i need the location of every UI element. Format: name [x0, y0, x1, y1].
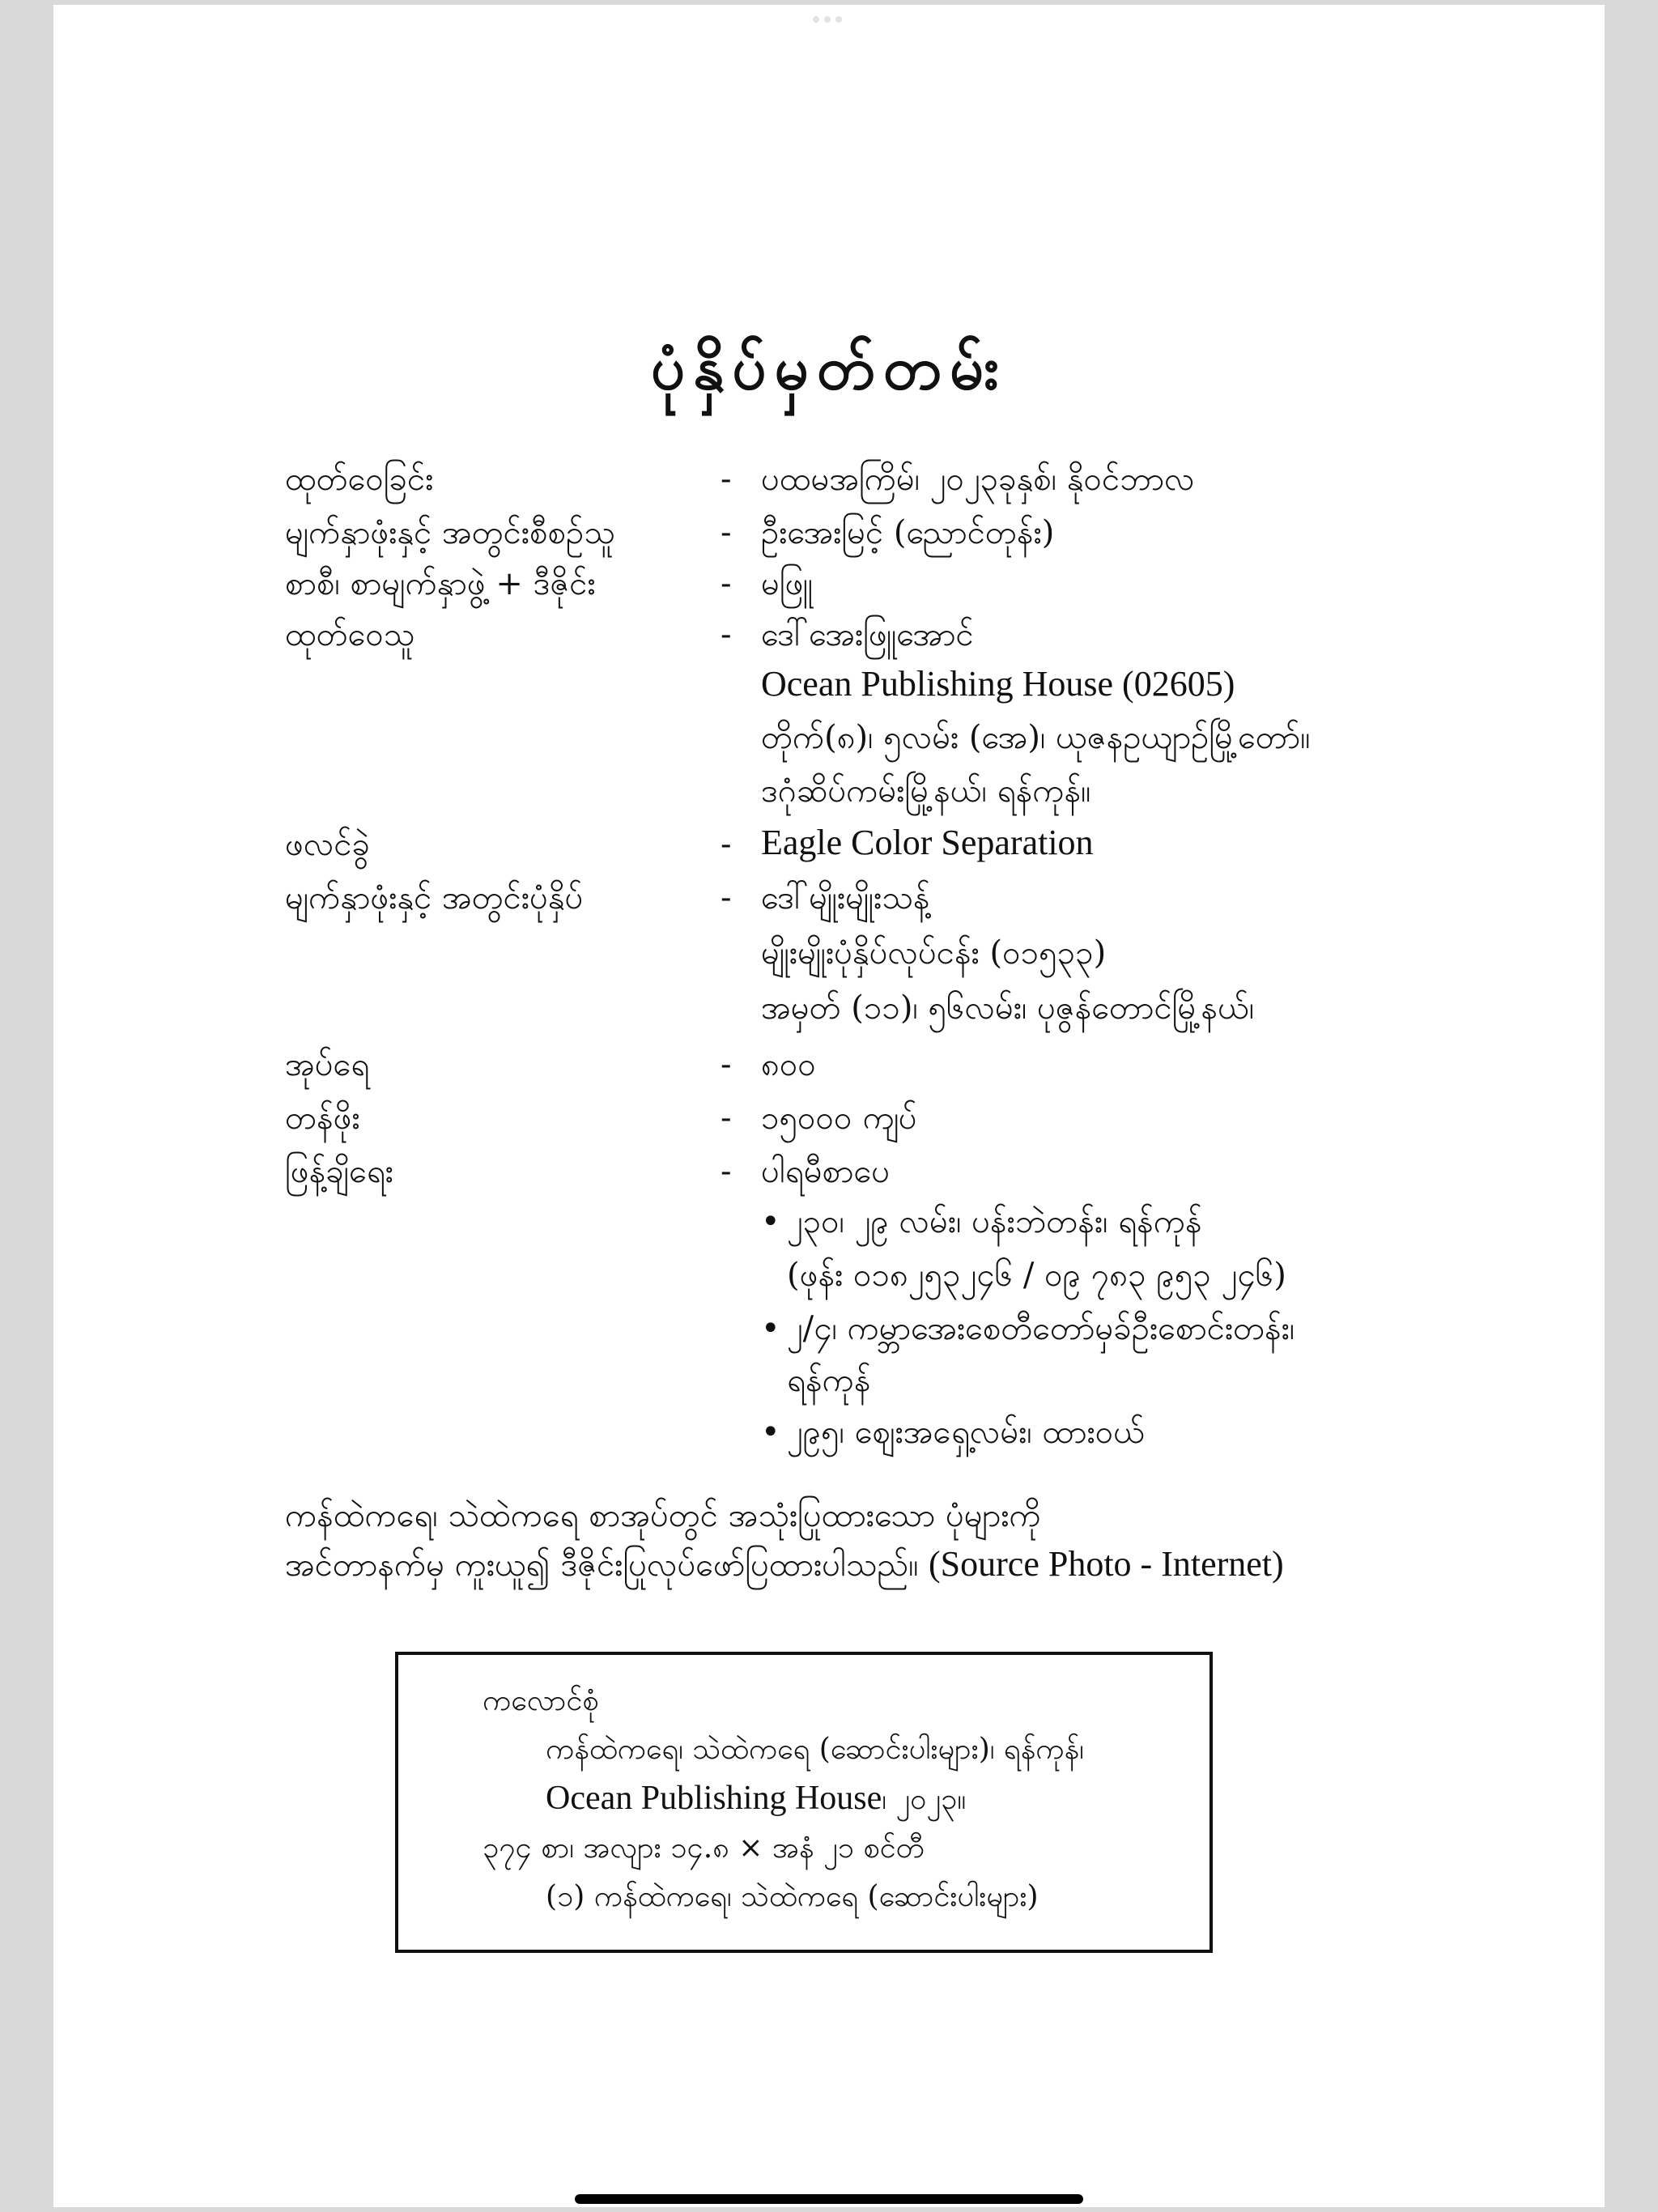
separator-dash: - [721, 826, 732, 863]
photo-source-credit: (Source Photo - Internet) [929, 1544, 1284, 1584]
photo-note-text: အင်တာနက်မှ ကူးယူ၍ ဒီဇိုင်းပြုလုပ်ဖော်ပြထားပါသည်။ [285, 1546, 919, 1584]
publisher-house-name: Ocean Publishing House (02605) [761, 664, 1235, 704]
separator-dash: - [721, 616, 732, 653]
separator-dash: - [721, 1153, 732, 1190]
separator-dash: - [721, 461, 732, 498]
cip-pages: ၃၇၄ စာ၊ အလျား ၁၄.၈ × အနံ ၂၁ စင်တီ [483, 1831, 925, 1865]
separator-dash: - [721, 1046, 732, 1083]
distribution-address-2-cont: ရန်ကုန် [787, 1362, 871, 1399]
publisher-address-line2: ဒဂုံဆိပ်ကမ်းမြို့နယ်၊ ရန်ကုန်။ [761, 772, 1091, 810]
printer-address: အမှတ် (၁၁)၊ ၅၆လမ်း၊ ပုဇွန်တောင်မြို့နယ်၊ [761, 989, 1255, 1027]
publisher-address-line1: တိုက်(၈)၊ ၅လမ်း (အေ)၊ ယုဇနဥယျာဉ်မြို့တော်။ [761, 719, 1311, 756]
distribution-address-3: ၂၉၅၊ ဈေးအရှေ့လမ်း၊ ထားဝယ် [787, 1414, 1146, 1451]
separator-dash: - [721, 1100, 732, 1137]
label-typesetting: စာစီ၊ စာမျက်နှာဖွဲ့ + ဒီဇိုင်း [285, 565, 596, 602]
photo-note-line1: ကန်ထဲကရေ၊ သဲထဲကရေ စာအုပ်တွင် အသုံးပြုထားသော ပုံများကို [285, 1497, 1041, 1534]
cip-catalog-box [395, 1652, 1213, 1953]
value-cover-designer: ဦးအေးမြင့် (ညောင်တုန်း) [761, 514, 1055, 551]
value-copies: ၈၀၀ [761, 1046, 816, 1083]
bullet-icon: • [761, 1203, 780, 1240]
label-price: တန်ဖိုး [285, 1100, 360, 1137]
value-publisher: ဒေါ်အေးဖြူအောင် [761, 616, 974, 653]
value-printer: ဒေါ်မျိုးမျိုးသန့် [761, 879, 930, 917]
value-price: ၁၅၀၀၀ ကျပ် [761, 1100, 917, 1137]
label-printer: မျက်နှာဖုံးနှင့် အတွင်းပုံနှိပ် [285, 879, 584, 917]
value-print-edition: ပထမအကြိမ်၊ ၂၀၂၃ခုနှစ်၊ နိုဝင်ဘာလ [761, 461, 1195, 498]
value-film-separation: Eagle Color Separation [761, 823, 1094, 862]
value-typesetting: မဖြူ [761, 565, 813, 602]
cip-publisher-line [546, 1776, 966, 1822]
separator-dash: - [721, 514, 732, 551]
bullet-icon: • [761, 1414, 780, 1451]
distribution-address-1: ၂၃၀၊ ၂၉ လမ်း၊ ပန်းဘဲတန်း၊ ရန်ကုန် [787, 1203, 1202, 1240]
window-handle-dots[interactable] [813, 16, 842, 23]
separator-dash: - [721, 565, 732, 602]
value-distribution: ပါရမီစာပေ [761, 1153, 891, 1190]
home-indicator-bar[interactable] [575, 2194, 1083, 2204]
photo-note-line2 [285, 1538, 1284, 1591]
label-distribution: ဖြန့်ချိရေး [285, 1153, 393, 1190]
page-title: ပုံနှိပ်မှတ်တမ်း [650, 334, 1008, 403]
cip-publisher: Ocean Publishing House [546, 1780, 882, 1817]
label-copies: အုပ်ရေ [285, 1046, 370, 1083]
label-cover-designer: မျက်နှာဖုံးနှင့် အတွင်းစီစဉ်သူ [285, 514, 615, 551]
cip-year: ၊ ၂၀၂၃။ [882, 1783, 967, 1816]
cip-subject: (၁) ကန်ထဲကရေ၊ သဲထဲကရေ (ဆောင်းပါးများ) [546, 1880, 1039, 1913]
label-print-edition: ထုတ်ဝေခြင်း [285, 461, 434, 498]
separator-dash: - [721, 879, 732, 917]
cip-author: ကလောင်စုံ [483, 1684, 599, 1717]
label-publisher: ထုတ်ဝေသူ [285, 616, 415, 653]
printer-business-name: မျိုးမျိုးပုံနှိပ်လုပ်ငန်း (၀၁၅၃၃) [761, 934, 1107, 972]
bullet-icon: • [761, 1310, 780, 1347]
cip-title-line: ကန်ထဲကရေ၊ သဲထဲကရေ (ဆောင်းပါးများ)၊ ရန်ကုန်၊ [546, 1733, 1084, 1766]
distribution-address-2: ၂/၄၊ ကမ္ဘာအေးစေတီတော်မှခ်ဦးစောင်းတန်း၊ [787, 1310, 1295, 1347]
label-film-separation: ဖလင်ခွဲ [285, 826, 371, 863]
distribution-phone-1: (ဖုန်း ၀၁၈၂၅၃၂၄၆ / ၀၉ ၇၈၃ ၉၅၃ ၂၄၆) [787, 1257, 1286, 1294]
